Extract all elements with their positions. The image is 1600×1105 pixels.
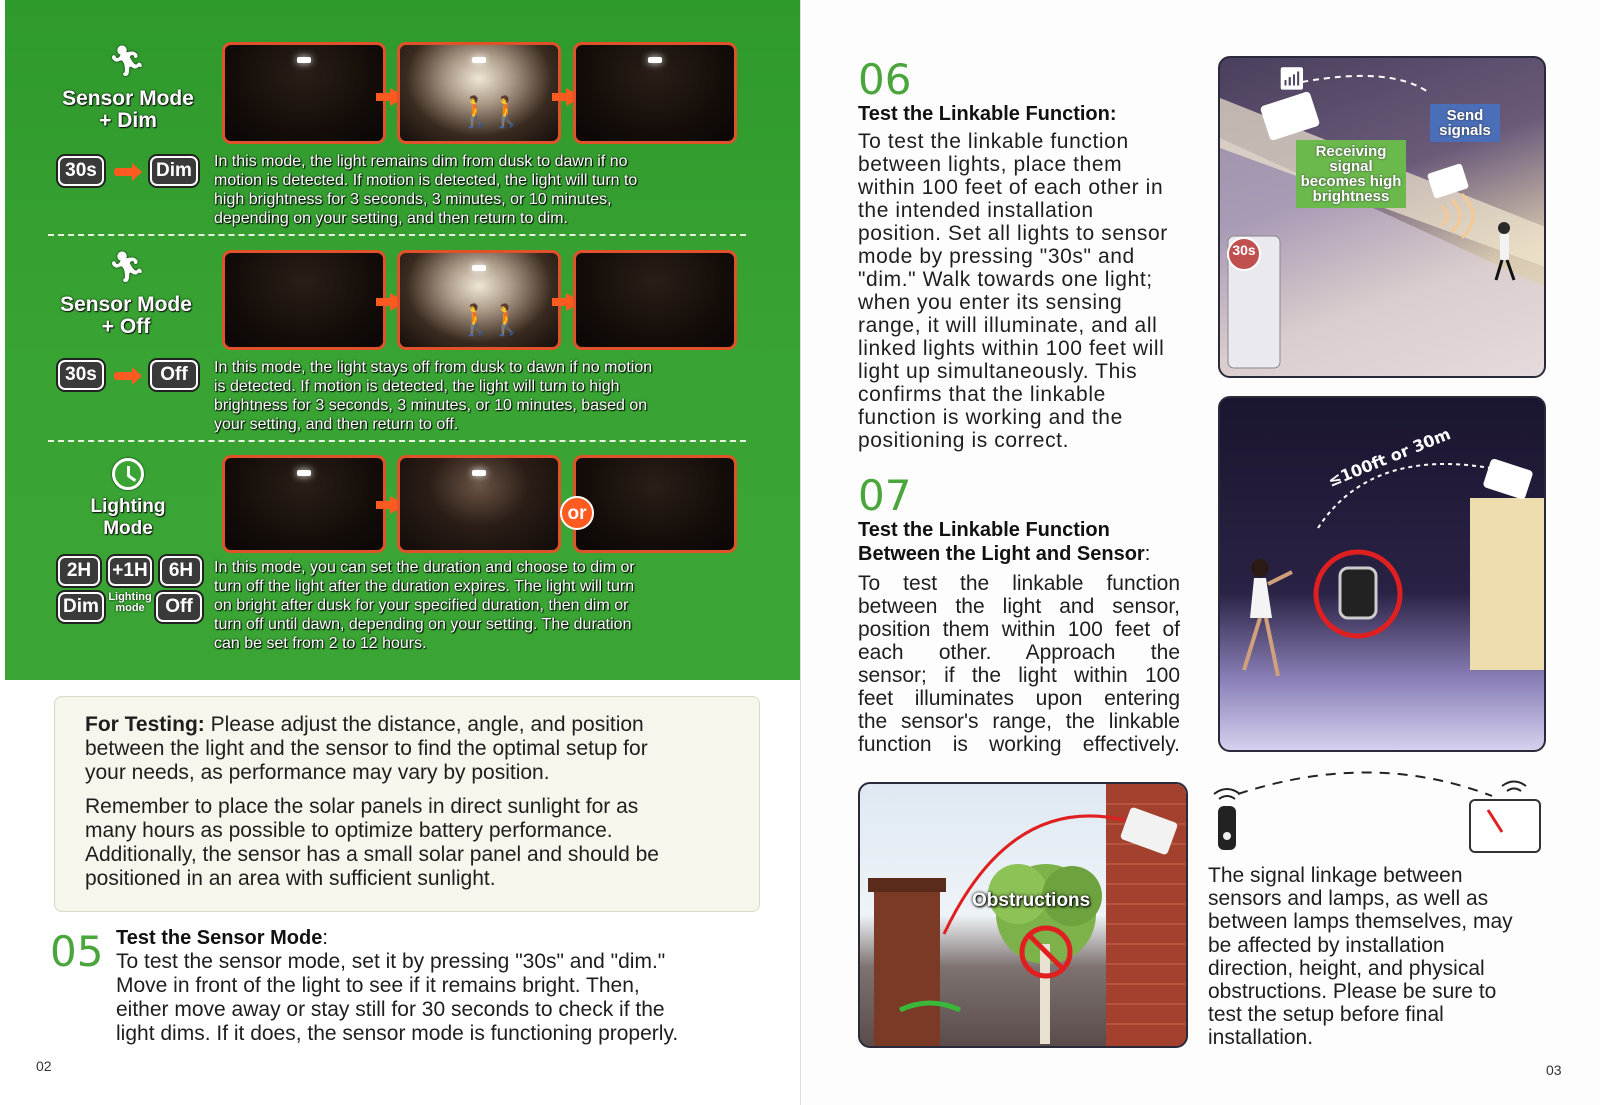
plus-1h-button: +1H xyxy=(108,556,152,586)
text-line: between lamps themselves, may xyxy=(1208,910,1513,934)
wifi-signal-icon: 📶︎ xyxy=(1278,66,1306,91)
divider xyxy=(48,234,746,236)
photo-dim-light xyxy=(222,42,386,144)
receiving-tag xyxy=(1296,140,1406,208)
page-number: 03 xyxy=(1546,1062,1562,1078)
photo-bright-light xyxy=(397,455,561,553)
mode-description xyxy=(214,152,774,228)
text-line: confirms that the linkable xyxy=(858,383,1106,406)
text-line: The signal linkage between xyxy=(1208,864,1463,887)
photo-dim-light xyxy=(222,455,386,553)
distance-label: ≤100ft or 30m xyxy=(1325,424,1454,491)
text-line: light dims. If it does, the sensor mode is functioning properly. xyxy=(116,1022,679,1045)
linkable-illustration xyxy=(1218,56,1546,378)
off-button: Off xyxy=(156,592,202,622)
text-line: each other. Approach the xyxy=(858,641,1180,664)
text-line: sensor; if the light within 100 xyxy=(858,664,1180,687)
text-line: feet illuminates upon entering xyxy=(858,687,1180,710)
testing-text: Please adjust the distance, angle, and position xyxy=(204,713,644,736)
photo-off-light xyxy=(573,455,737,553)
text-line: the sensor's range, the linkable xyxy=(858,710,1180,733)
6h-button: 6H xyxy=(160,556,202,586)
text-line: sensors and lamps, as well as xyxy=(1208,887,1489,911)
text-line: position them within 100 feet of xyxy=(858,618,1180,641)
text-line: the intended installation xyxy=(858,199,1094,222)
step-title xyxy=(116,926,776,950)
mode-title-line: Sensor Mode xyxy=(62,87,194,110)
text-line: is detected. If motion is detected, the light will turn to high xyxy=(214,378,620,395)
text-line: range, it will illuminate, and all xyxy=(858,314,1158,337)
text-line: turn off until dawn, depending on your setting. The duration xyxy=(214,616,632,633)
30s-button: 30s xyxy=(58,360,104,390)
text-line: between the light and sensor, xyxy=(858,595,1180,618)
tag-line: Send xyxy=(1446,107,1484,124)
mode-title-line: Mode xyxy=(103,518,153,539)
clock-icon xyxy=(112,458,144,490)
tag-line: signals xyxy=(1439,122,1491,139)
text-line: either move away or stay still for 30 seconds to check if the xyxy=(116,998,665,1021)
tag-line: Receiving xyxy=(1315,143,1387,160)
text-line: In this mode, the light remains dim from dusk to dawn if no xyxy=(214,153,628,170)
text-line: function is working and the xyxy=(858,406,1123,429)
text-line: mode by pressing "30s" and xyxy=(858,245,1135,268)
text-line: many hours as possible to optimize battery performance. xyxy=(85,819,613,842)
step-title-line: Between the Light and Sensor: xyxy=(858,543,1151,565)
step-title-line: Test the Linkable Function xyxy=(858,519,1110,541)
text-line: Remember to place the solar panels in direct sunlight for as xyxy=(85,795,639,818)
text-line: between the light and the sensor to find the optimal setup for xyxy=(85,737,648,760)
step-title: Test the Linkable Function: xyxy=(858,103,1117,125)
arrow-icon xyxy=(114,372,134,380)
photo-bright-light: 🚶🚶 xyxy=(397,250,561,350)
off-button: Off xyxy=(150,360,198,390)
text-line: direction, height, and physical xyxy=(1208,956,1485,980)
text-line: "dim." Walk towards one light; xyxy=(858,268,1153,291)
testing-note xyxy=(54,696,760,912)
mode-title xyxy=(52,88,204,132)
text-line: turn off the light after the duration expires. The light will turn xyxy=(214,578,635,595)
text-line: light up simultaneously. This xyxy=(858,360,1138,383)
mode-description xyxy=(214,558,774,653)
text-line: In this mode, the light stays off from dusk to dawn if no motion xyxy=(214,359,653,376)
mini-label-line: Lighting xyxy=(108,591,152,603)
step-number: 05 xyxy=(50,927,104,976)
divider xyxy=(48,440,746,442)
text-line: can be set from 2 to 12 hours. xyxy=(214,635,427,652)
lighting-mode-label xyxy=(106,592,154,614)
text-line: positioned in an area with sufficient sunlight. xyxy=(85,867,496,890)
tag-line: signal xyxy=(1329,158,1373,175)
text-line: high brightness for 3 seconds, 3 minutes, or 10 minutes, xyxy=(214,191,612,208)
text-line: within 100 feet of each other in xyxy=(858,176,1164,199)
text-line: depending on your setting, and then return to dim. xyxy=(214,210,569,227)
step-body xyxy=(116,950,776,1046)
photo-off-light xyxy=(573,250,737,350)
text-line: your setting, and then return to off. xyxy=(214,416,459,433)
running-person-icon: 🏃︎ xyxy=(108,45,147,78)
testing-lead: For Testing: xyxy=(85,713,205,736)
step-07-body xyxy=(858,572,1180,756)
photo-dim-light xyxy=(573,42,737,144)
text-line: brightness for 3 seconds, 3 minutes, or 10 minutes, based on xyxy=(214,397,648,414)
dim-button: Dim xyxy=(150,156,198,186)
obstructions-scene xyxy=(860,784,1188,1048)
step-number: 07 xyxy=(858,471,912,520)
text-line: In this mode, you can set the duration and choose to dim or xyxy=(214,559,635,576)
mode-title xyxy=(50,294,202,338)
text-line: between lights, place them xyxy=(858,153,1123,176)
text-line: Move in front of the light to see if it remains bright. Then, xyxy=(116,974,640,997)
signal-note xyxy=(1208,864,1578,1050)
text-line: linked lights within 100 feet will xyxy=(858,337,1165,360)
page-gutter xyxy=(800,0,801,1105)
remote-30s-label: 30s xyxy=(1232,242,1256,258)
signal-diagram xyxy=(1202,766,1548,858)
text-line: position. Set all lights to sensor xyxy=(858,222,1168,245)
mode-title-line: Sensor Mode xyxy=(60,293,192,316)
text-line: on bright after dusk for your specified duration, then dim or xyxy=(214,597,629,614)
obstructions-illustration xyxy=(858,782,1188,1048)
mini-label-line: mode xyxy=(115,602,145,614)
text-line: when you enter its sensing xyxy=(858,291,1123,314)
step-title-text: Test the Sensor Mode xyxy=(116,927,323,949)
step-title xyxy=(858,518,1198,566)
testing-paragraph xyxy=(85,795,729,891)
step-title-suffix: : xyxy=(322,927,328,949)
dim-button: Dim xyxy=(58,592,104,622)
testing-paragraph xyxy=(85,713,729,785)
30s-button: 30s xyxy=(58,156,104,186)
text-line: installation. xyxy=(1208,1026,1314,1050)
photo-off-light xyxy=(222,250,386,350)
text-line: test the setup before final xyxy=(1208,1003,1444,1027)
tag-line: brightness xyxy=(1312,188,1390,205)
step-05 xyxy=(116,926,776,1046)
text-line: function is working effectively. xyxy=(858,733,1180,756)
page-number: 02 xyxy=(36,1058,52,1074)
photo-bright-light: 🚶🚶 xyxy=(397,42,561,144)
mode-title-line: + Off xyxy=(101,315,151,338)
running-person-icon: 🏃︎ xyxy=(108,251,147,284)
step-number: 06 xyxy=(858,55,912,104)
text-line: motion is detected. If motion is detected, the light will turn to xyxy=(214,172,638,189)
step-06-body xyxy=(858,130,1188,452)
distance-illustration xyxy=(1218,396,1546,752)
mode-title xyxy=(52,496,204,540)
text-line: positioning is correct. xyxy=(858,429,1070,452)
mode-title-line: Lighting xyxy=(90,496,166,517)
2h-button: 2H xyxy=(58,556,100,586)
mode-description xyxy=(214,358,774,434)
text-line: To test the sensor mode, set it by pressing "30s" and "dim." xyxy=(116,950,666,973)
send-signals-tag xyxy=(1430,104,1500,142)
text-line: To test the linkable function xyxy=(858,572,1180,595)
text-line: be affected by installation xyxy=(1208,933,1445,957)
tag-line: becomes high xyxy=(1300,173,1402,190)
mode-title-line: + Dim xyxy=(99,109,157,132)
obstructions-label: Obstructions xyxy=(972,890,1091,911)
arrow-icon xyxy=(114,168,134,176)
text-line: your needs, as performance may vary by position. xyxy=(85,761,550,784)
text-line: Additionally, the sensor has a small solar panel and should be xyxy=(85,843,659,866)
text-line: obstructions. Please be sure to xyxy=(1208,980,1497,1004)
or-badge: or xyxy=(560,496,594,530)
text-line: To test the linkable function xyxy=(858,130,1129,153)
